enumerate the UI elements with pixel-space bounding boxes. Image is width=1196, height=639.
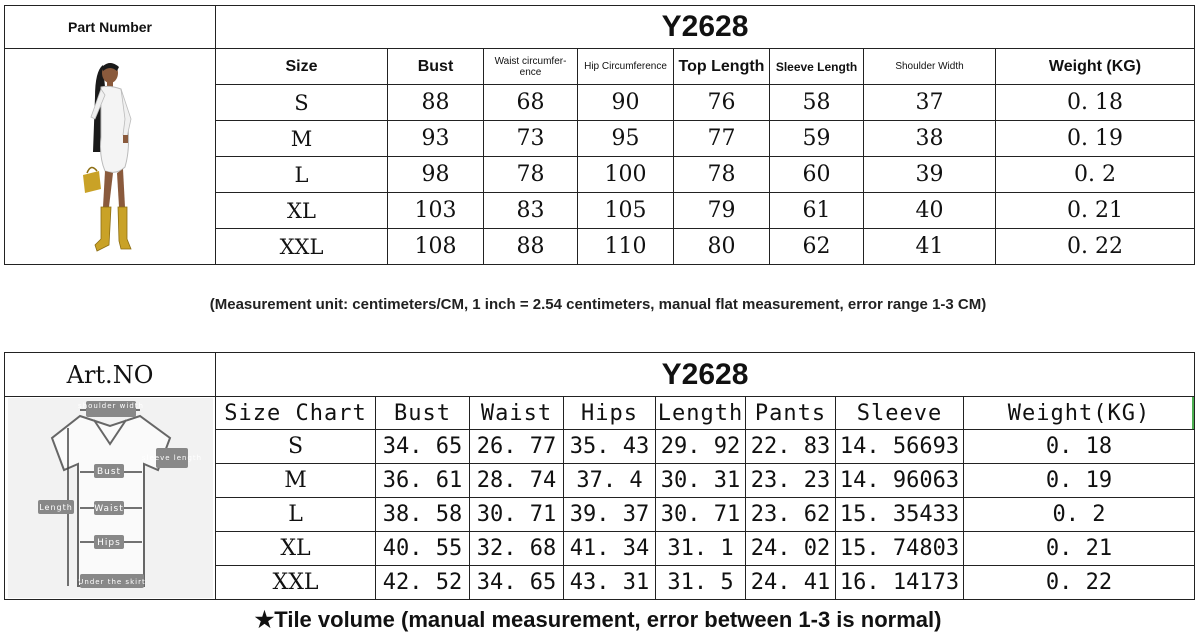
cell-size: XL xyxy=(216,193,388,229)
col-shoulder-width: Shoulder Width xyxy=(864,49,996,85)
cell-pants: 24. 02 xyxy=(746,532,836,566)
cell-hip: 105 xyxy=(578,193,674,229)
cell-size: L xyxy=(216,498,376,532)
cell-top-length: 78 xyxy=(674,157,770,193)
cell-weight: 0. 18 xyxy=(964,430,1195,464)
diagram-label-hips: Hips xyxy=(96,538,121,548)
col-size-chart: Size Chart xyxy=(216,397,376,430)
cell-sleeve-length: 60 xyxy=(770,157,864,193)
part-number-label: Part Number xyxy=(5,6,216,49)
col-hips: Hips xyxy=(564,397,656,430)
cell-waist: 78 xyxy=(484,157,578,193)
cell-weight: 0. 19 xyxy=(996,121,1195,157)
cell-shoulder-width: 41 xyxy=(864,229,996,265)
measurement-note: (Measurement unit: centimeters/CM, 1 inch = 2.54 centimeters, manual flat measurement, error range 1-3 CM) xyxy=(209,296,987,313)
cell-length: 30. 71 xyxy=(656,498,746,532)
cell-waist: 34. 65 xyxy=(470,566,564,600)
cell-top-length: 79 xyxy=(674,193,770,229)
cell-sleeve-length: 59 xyxy=(770,121,864,157)
cell-weight: 0. 22 xyxy=(964,566,1195,600)
measurement-diagram xyxy=(5,397,216,600)
col-size: Size xyxy=(216,49,388,85)
cell-bust: 38. 58 xyxy=(376,498,470,532)
cell-top-length: 80 xyxy=(674,229,770,265)
cell-size: XL xyxy=(216,532,376,566)
cell-sleeve: 15. 74803 xyxy=(836,532,964,566)
col-length: Length xyxy=(656,397,746,430)
dress-diagram-icon xyxy=(8,398,213,598)
cell-weight: 0. 21 xyxy=(996,193,1195,229)
diagram-label-waist: Waist xyxy=(93,504,124,514)
footer-note: ★Tile volume (manual measurement, error between 1-3 is normal) xyxy=(254,607,942,632)
model-photo xyxy=(5,49,216,265)
cell-shoulder-width: 39 xyxy=(864,157,996,193)
diagram-label-length: Length xyxy=(38,503,73,512)
cell-bust: 42. 52 xyxy=(376,566,470,600)
cell-weight: 0. 18 xyxy=(996,85,1195,121)
cell-hip: 90 xyxy=(578,85,674,121)
cell-weight: 0. 2 xyxy=(964,498,1195,532)
cell-sleeve-length: 58 xyxy=(770,85,864,121)
cell-size: M xyxy=(216,464,376,498)
cell-hip: 100 xyxy=(578,157,674,193)
product-code: Y2628 xyxy=(216,353,1195,397)
edge-marker xyxy=(1192,397,1194,429)
cell-bust: 98 xyxy=(388,157,484,193)
col-top-length: Top Length xyxy=(674,49,770,85)
cell-bust: 88 xyxy=(388,85,484,121)
col-waist: Waist xyxy=(470,397,564,430)
cell-weight: 0. 22 xyxy=(996,229,1195,265)
cell-hips: 35. 43 xyxy=(564,430,656,464)
cell-hips: 37. 4 xyxy=(564,464,656,498)
cell-sleeve: 16. 14173 xyxy=(836,566,964,600)
cell-bust: 93 xyxy=(388,121,484,157)
col-bust: Bust xyxy=(376,397,470,430)
cell-shoulder-width: 40 xyxy=(864,193,996,229)
cell-waist: 26. 77 xyxy=(470,430,564,464)
cell-weight: 0. 21 xyxy=(964,532,1195,566)
cell-length: 30. 31 xyxy=(656,464,746,498)
cell-hips: 41. 34 xyxy=(564,532,656,566)
diagram-label-bust: Bust xyxy=(96,467,121,477)
cell-shoulder-width: 38 xyxy=(864,121,996,157)
cell-hips: 39. 37 xyxy=(564,498,656,532)
cell-size: L xyxy=(216,157,388,193)
cell-hips: 43. 31 xyxy=(564,566,656,600)
cell-weight: 0. 2 xyxy=(996,157,1195,193)
cell-waist: 88 xyxy=(484,229,578,265)
cell-bust: 34. 65 xyxy=(376,430,470,464)
col-weight: Weight(KG) xyxy=(964,397,1195,430)
diagram-label-shoulder: shoulder width xyxy=(77,402,144,410)
cell-hip: 95 xyxy=(578,121,674,157)
cell-size: S xyxy=(216,430,376,464)
cell-size: XXL xyxy=(216,566,376,600)
cell-length: 31. 5 xyxy=(656,566,746,600)
cell-waist: 30. 71 xyxy=(470,498,564,532)
cell-waist: 73 xyxy=(484,121,578,157)
cell-waist: 32. 68 xyxy=(470,532,564,566)
cell-size: S xyxy=(216,85,388,121)
cell-waist: 83 xyxy=(484,193,578,229)
cell-shoulder-width: 37 xyxy=(864,85,996,121)
col-bust: Bust xyxy=(388,49,484,85)
cell-length: 29. 92 xyxy=(656,430,746,464)
model-figure-icon xyxy=(65,57,155,257)
product-code: Y2628 xyxy=(216,6,1195,49)
cell-weight: 0. 19 xyxy=(964,464,1195,498)
col-sleeve-length: Sleeve Length xyxy=(770,49,864,85)
cell-bust: 36. 61 xyxy=(376,464,470,498)
cell-top-length: 77 xyxy=(674,121,770,157)
cell-size: XXL xyxy=(216,229,388,265)
cell-pants: 24. 41 xyxy=(746,566,836,600)
cell-waist: 68 xyxy=(484,85,578,121)
cell-sleeve: 15. 35433 xyxy=(836,498,964,532)
cell-pants: 23. 62 xyxy=(746,498,836,532)
cell-pants: 23. 23 xyxy=(746,464,836,498)
cell-size: M xyxy=(216,121,388,157)
cell-bust: 108 xyxy=(388,229,484,265)
cell-sleeve: 14. 56693 xyxy=(836,430,964,464)
col-sleeve: Sleeve xyxy=(836,397,964,430)
diagram-label-hem: Under the skirt xyxy=(77,578,146,586)
col-weight: Weight (KG) xyxy=(996,49,1195,85)
cell-sleeve-length: 61 xyxy=(770,193,864,229)
cell-hip: 110 xyxy=(578,229,674,265)
diagram-label-sleeve: sleeve length xyxy=(141,454,202,462)
cell-bust: 40. 55 xyxy=(376,532,470,566)
cell-waist: 28. 74 xyxy=(470,464,564,498)
col-pants: Pants xyxy=(746,397,836,430)
cell-sleeve: 14. 96063 xyxy=(836,464,964,498)
col-waist: Waist circumfer-ence xyxy=(484,49,578,85)
size-table-inch xyxy=(4,352,1195,600)
art-no-label: Art.NO xyxy=(5,353,216,397)
cell-length: 31. 1 xyxy=(656,532,746,566)
cell-top-length: 76 xyxy=(674,85,770,121)
cell-sleeve-length: 62 xyxy=(770,229,864,265)
cell-bust: 103 xyxy=(388,193,484,229)
col-hip: Hip Circumference xyxy=(578,49,674,85)
cell-pants: 22. 83 xyxy=(746,430,836,464)
size-table-cm xyxy=(4,5,1195,265)
